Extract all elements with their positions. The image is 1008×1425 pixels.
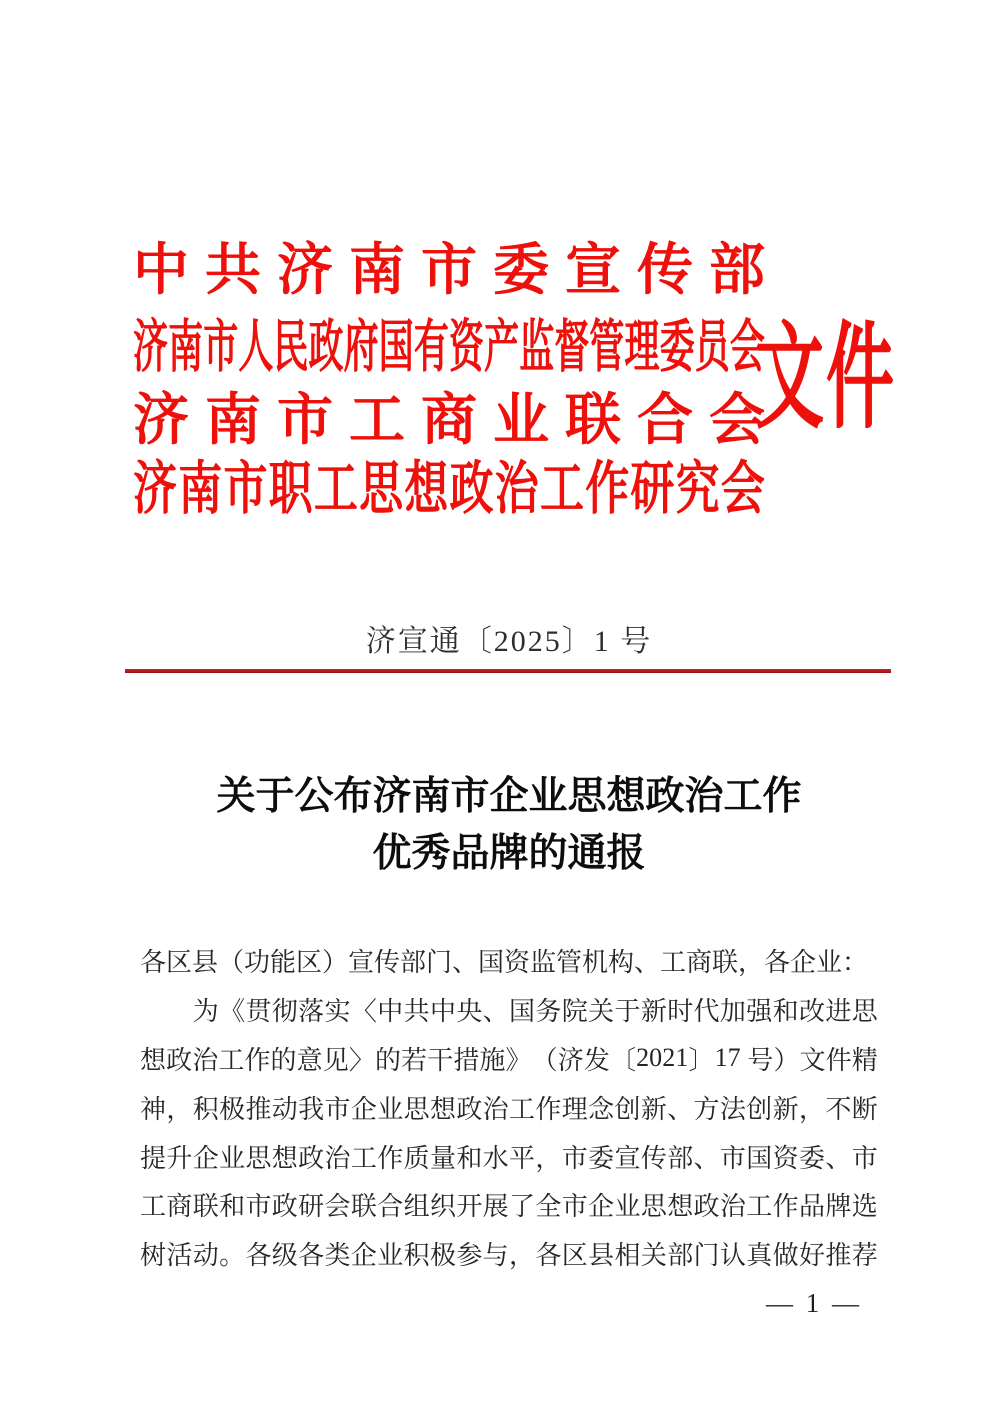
body-salutation: 各区县（功能区）宣传部门、国资监管机构、工商联，各企业：	[140, 947, 869, 977]
red-separator-rule	[125, 669, 891, 673]
body-paragraph-line: 提 升 企 业 思 想 政 治 工 作 质 量 和 水 平 ， 市 委 宣 传 部 、 市 国 资 委 、 市	[140, 1143, 878, 1173]
letterhead-org-2: 济 南 市 人 民 政 府 国 有 资 产 监 督 管 理 委 员 会	[133, 315, 765, 379]
document-title-line-1: 关于公布济南市企业思想政治工作	[216, 775, 802, 818]
body-paragraph-line: 工 商 联 和 市 政 研 会 联 合 组 织 开 展 了 全 市 企 业 思 想 政 治 工 作 品 牌 选	[140, 1192, 878, 1222]
body-paragraph-line: 神 ， 积 极 推 动 我 市 企 业 思 想 政 治 工 作 理 念 创 新 、 方 法 创 新 ， 不 断	[140, 1094, 878, 1124]
letterhead-document-word: 文件	[756, 313, 897, 443]
document-body	[140, 936, 878, 1278]
page-number: — 1 —	[766, 1288, 862, 1318]
letterhead-org-4: 济 南 市 职 工 思 想 政 治 工 作 研 究 会	[133, 457, 765, 522]
document-title	[140, 768, 878, 882]
document-number: 济宣通〔2025〕1 号	[365, 625, 653, 658]
body-paragraph-line: 想 政 治 工 作 的 意 见 〉 的 若 干 措 施 》 （ 济 发 〔 2 0 2 1 〕 1 7 号 ） 文 件 精	[140, 1043, 878, 1075]
letterhead-org-3: 济 南 市 工 商 业 联 合 会	[133, 390, 765, 452]
body-paragraph-line: 为 《 贯 彻 落 实 〈 中 共 中 央 、 国 务 院 关 于 新 时 代 加 强 和 改 进 思	[192, 996, 878, 1026]
body-paragraph-line: 树 活 动 。 各 级 各 类 企 业 积 极 参 与 ， 各 区 县 相 关 部 门 认 真 做 好 推 荐	[140, 1241, 878, 1271]
document-title-line-2: 优秀品牌的通报	[372, 832, 646, 875]
letterhead-org-1: 中 共 济 南 市 委 宣 传 部	[133, 240, 765, 302]
